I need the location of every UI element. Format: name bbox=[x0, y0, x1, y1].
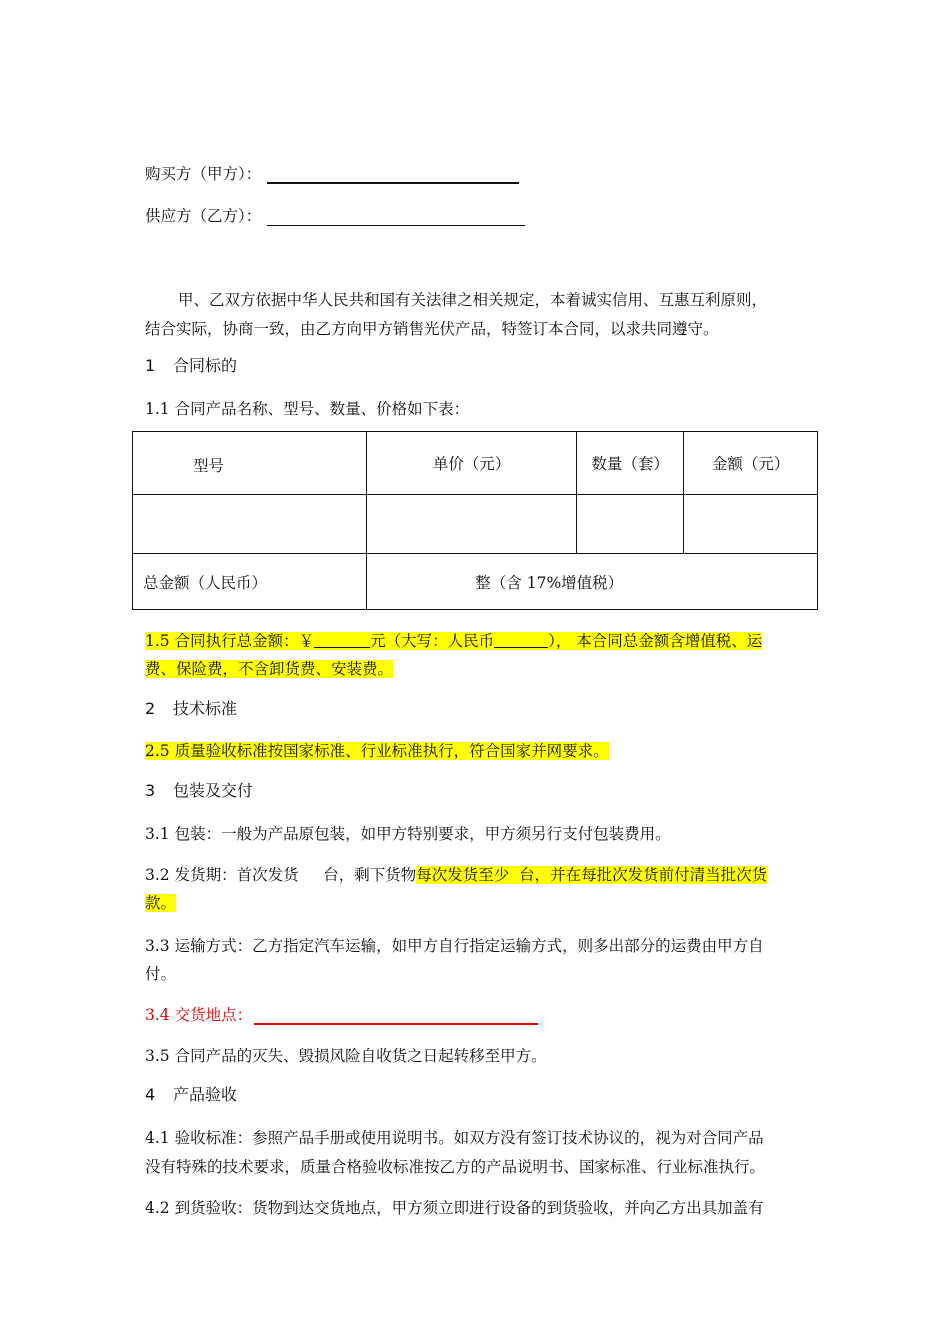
item-4-1-line-1: 4.1 验收标准：参照产品手册或使用说明书。如双方没有签订技术协议的，视为对合同产品 bbox=[145, 1129, 764, 1147]
item-1-5-line-1 bbox=[145, 631, 762, 651]
section-1-heading bbox=[145, 356, 237, 376]
col-header-quantity: 数量（套） bbox=[577, 432, 684, 495]
delivery-location-line bbox=[254, 1008, 538, 1025]
buyer-signature-line bbox=[267, 166, 519, 184]
item-4-2: 4.2 到货验收：货物到达交货地点，甲方须立即进行设备的到货验收，并向乙方出具加盖有 bbox=[145, 1199, 764, 1217]
supplier-label: 供应方（乙方）： bbox=[145, 207, 262, 225]
table-header-row bbox=[133, 432, 818, 495]
item-3-3-line-2: 付。 bbox=[145, 965, 177, 983]
item-2-5-text: 2.5 质量验收标准按国家标准、行业标准执行，符合国家并网要求。 bbox=[145, 742, 609, 760]
item-3-4 bbox=[145, 1005, 538, 1025]
section-2-number: 2 bbox=[145, 699, 156, 718]
buyer-line bbox=[145, 164, 519, 184]
table-total-row bbox=[133, 554, 818, 610]
item-1-1: 1.1 合同产品名称、型号、数量、价格如下表： bbox=[145, 400, 470, 418]
total-label: 总金额（人民币） bbox=[133, 554, 367, 610]
item-3-2-part-1: 3.2 发货期：首次发货 台，剩下货物 bbox=[145, 866, 417, 884]
item-1-5-highlight bbox=[145, 632, 762, 650]
item-3-2-line-2 bbox=[145, 893, 176, 913]
section-3-title: 包装及交付 bbox=[173, 781, 254, 800]
item-3-2-line-1 bbox=[145, 865, 767, 885]
item-1-5-part-2: 元（大写：人民币 bbox=[370, 632, 495, 650]
product-table bbox=[132, 431, 818, 610]
item-3-2-part-2: 每次发货至少 台，并在每批次发货前付清当批次货 bbox=[416, 866, 768, 884]
amount-words-blank bbox=[494, 631, 548, 648]
section-1-number: 1 bbox=[145, 356, 156, 375]
col-header-unit-price: 单价（元） bbox=[367, 432, 577, 495]
item-3-5: 3.5 合同产品的灭失、毁损风险自收货之日起转移至甲方。 bbox=[145, 1047, 547, 1065]
section-4-heading bbox=[145, 1085, 237, 1105]
section-4-title: 产品验收 bbox=[173, 1085, 238, 1104]
col-header-model: 型号 bbox=[133, 432, 367, 495]
intro-line-1: 甲、乙双方依据中华人民共和国有关法律之相关规定，本着诚实信用、互惠互利原则， bbox=[178, 291, 768, 309]
section-1-title: 合同标的 bbox=[173, 356, 238, 375]
item-3-3-line-1: 3.3 运输方式：乙方指定汽车运输，如甲方自行指定运输方式，则多出部分的运费由甲方自 bbox=[145, 937, 764, 955]
item-3-2-line-2-text: 款。 bbox=[145, 894, 177, 912]
section-2-heading bbox=[145, 699, 237, 719]
amount-blank bbox=[314, 631, 370, 648]
section-4-number: 4 bbox=[145, 1085, 156, 1104]
table-row bbox=[133, 495, 818, 554]
cell-unit-price bbox=[367, 495, 577, 554]
intro-line-2: 结合实际，协商一致，由乙方向甲方销售光伏产品，特签订本合同，以求共同遵守。 bbox=[145, 320, 719, 338]
cell-model bbox=[133, 495, 367, 554]
supplier-line bbox=[145, 206, 525, 226]
item-3-4-label: 3.4 交货地点： bbox=[145, 1006, 253, 1024]
item-1-5-line-2 bbox=[145, 659, 393, 679]
buyer-label: 购买方（甲方）： bbox=[145, 165, 262, 183]
cell-amount bbox=[684, 495, 818, 554]
cell-quantity bbox=[577, 495, 684, 554]
total-value: 整（含 17%增值税） bbox=[367, 554, 818, 610]
item-1-5-line-2-text: 费、保险费，不含卸货费、安装费。 bbox=[145, 660, 394, 678]
item-4-1-line-2: 没有特殊的技术要求，质量合格验收标准按乙方的产品说明书、国家标准、行业标准执行。 bbox=[145, 1158, 766, 1176]
item-2-5 bbox=[145, 741, 609, 761]
col-header-amount: 金额（元） bbox=[684, 432, 818, 495]
section-2-title: 技术标准 bbox=[173, 699, 238, 718]
item-3-1: 3.1 包装：一般为产品原包装，如甲方特别要求，甲方须另行支付包装费用。 bbox=[145, 825, 671, 843]
section-3-heading bbox=[145, 781, 253, 801]
section-3-number: 3 bbox=[145, 781, 156, 800]
supplier-signature-line bbox=[267, 207, 525, 226]
item-1-5-part-1: 1.5 合同执行总金额：￥ bbox=[145, 632, 315, 650]
item-1-5-part-3: ）， 本合同总金额含增值税、运 bbox=[548, 632, 763, 650]
